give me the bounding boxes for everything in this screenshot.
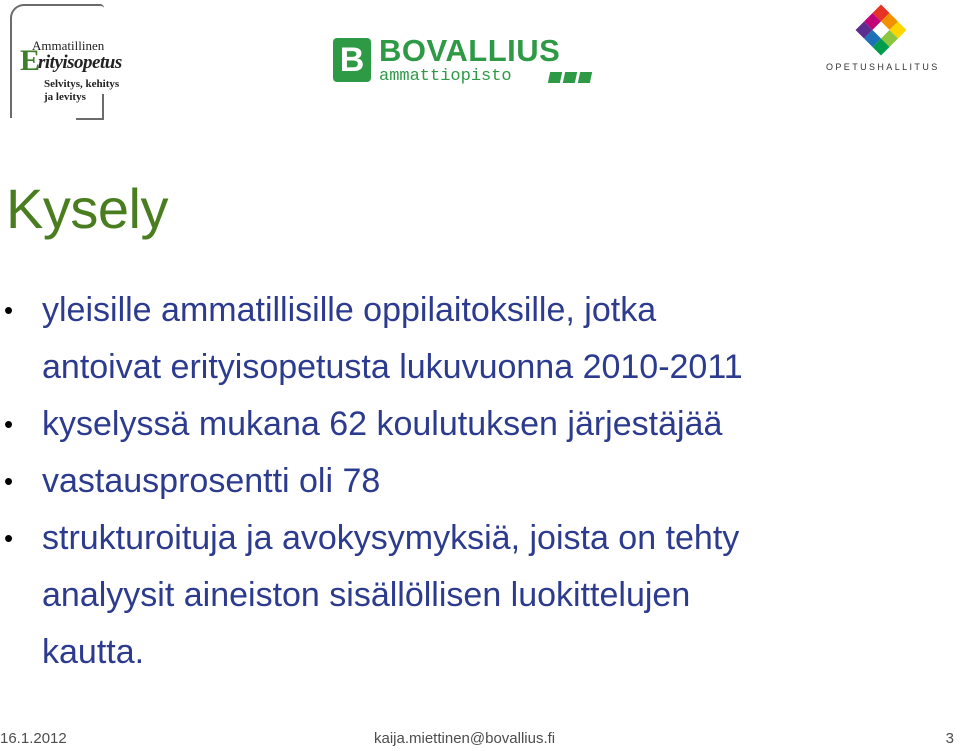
logo-text-tagline <box>44 78 119 104</box>
opetushallitus-diamond-icon <box>853 2 909 58</box>
logo-big-letter: E <box>20 44 41 77</box>
bovallius-logo <box>333 34 595 88</box>
footer-date: 16.1.2012 <box>0 730 67 747</box>
bullet-icon: • <box>4 466 14 496</box>
bullet-line: vastausprosentti oli 78 <box>42 462 381 500</box>
bullet-item <box>0 282 960 396</box>
bovallius-name: BOVALLIUS <box>379 33 561 68</box>
footer-page-number: 3 <box>945 730 954 747</box>
logo-tagline-line2: ja levitys <box>44 91 86 103</box>
logo-tagline-line1: Selvitys, kehitys <box>44 78 120 90</box>
bullet-line: analyysit aineiston sisällöllisen luokittelujen <box>42 576 691 614</box>
slide-footer <box>0 730 960 751</box>
slide-title: Kysely <box>6 177 168 240</box>
opetushallitus-label: OPETUSHALLITUS <box>826 62 940 72</box>
erityisopetus-logo <box>6 2 166 120</box>
bullet-list <box>0 282 960 681</box>
bullet-icon: • <box>4 523 14 553</box>
bullet-item <box>0 453 960 510</box>
bovallius-subtitle: ammattiopisto <box>379 67 512 86</box>
bullet-line: yleisille ammatillisille oppilaitoksille, jotka <box>42 291 657 329</box>
bullet-line: antoivat erityisopetusta lukuvuonna 2010-2011 <box>42 348 743 386</box>
bullet-line: kautta. <box>42 633 145 671</box>
footer-email: kaija.miettinen@bovallius.fi <box>374 730 556 747</box>
bullet-item <box>0 396 960 453</box>
bullet-line: strukturoituja ja avokysymyksiä, joista on tehty <box>42 519 740 557</box>
bovallius-mark: B <box>333 38 371 82</box>
opetushallitus-logo <box>826 2 940 76</box>
bullet-line: kyselyssä mukana 62 koulutuksen järjestäjää <box>42 405 723 443</box>
logo-text-erityisopetus: rityisopetus <box>38 52 122 73</box>
bovallius-blocks <box>549 70 594 88</box>
logo-text-ammatillinen: Ammatillinen <box>32 38 105 53</box>
bullet-icon: • <box>4 295 14 325</box>
bullet-item <box>0 510 960 681</box>
bullet-icon: • <box>4 409 14 439</box>
